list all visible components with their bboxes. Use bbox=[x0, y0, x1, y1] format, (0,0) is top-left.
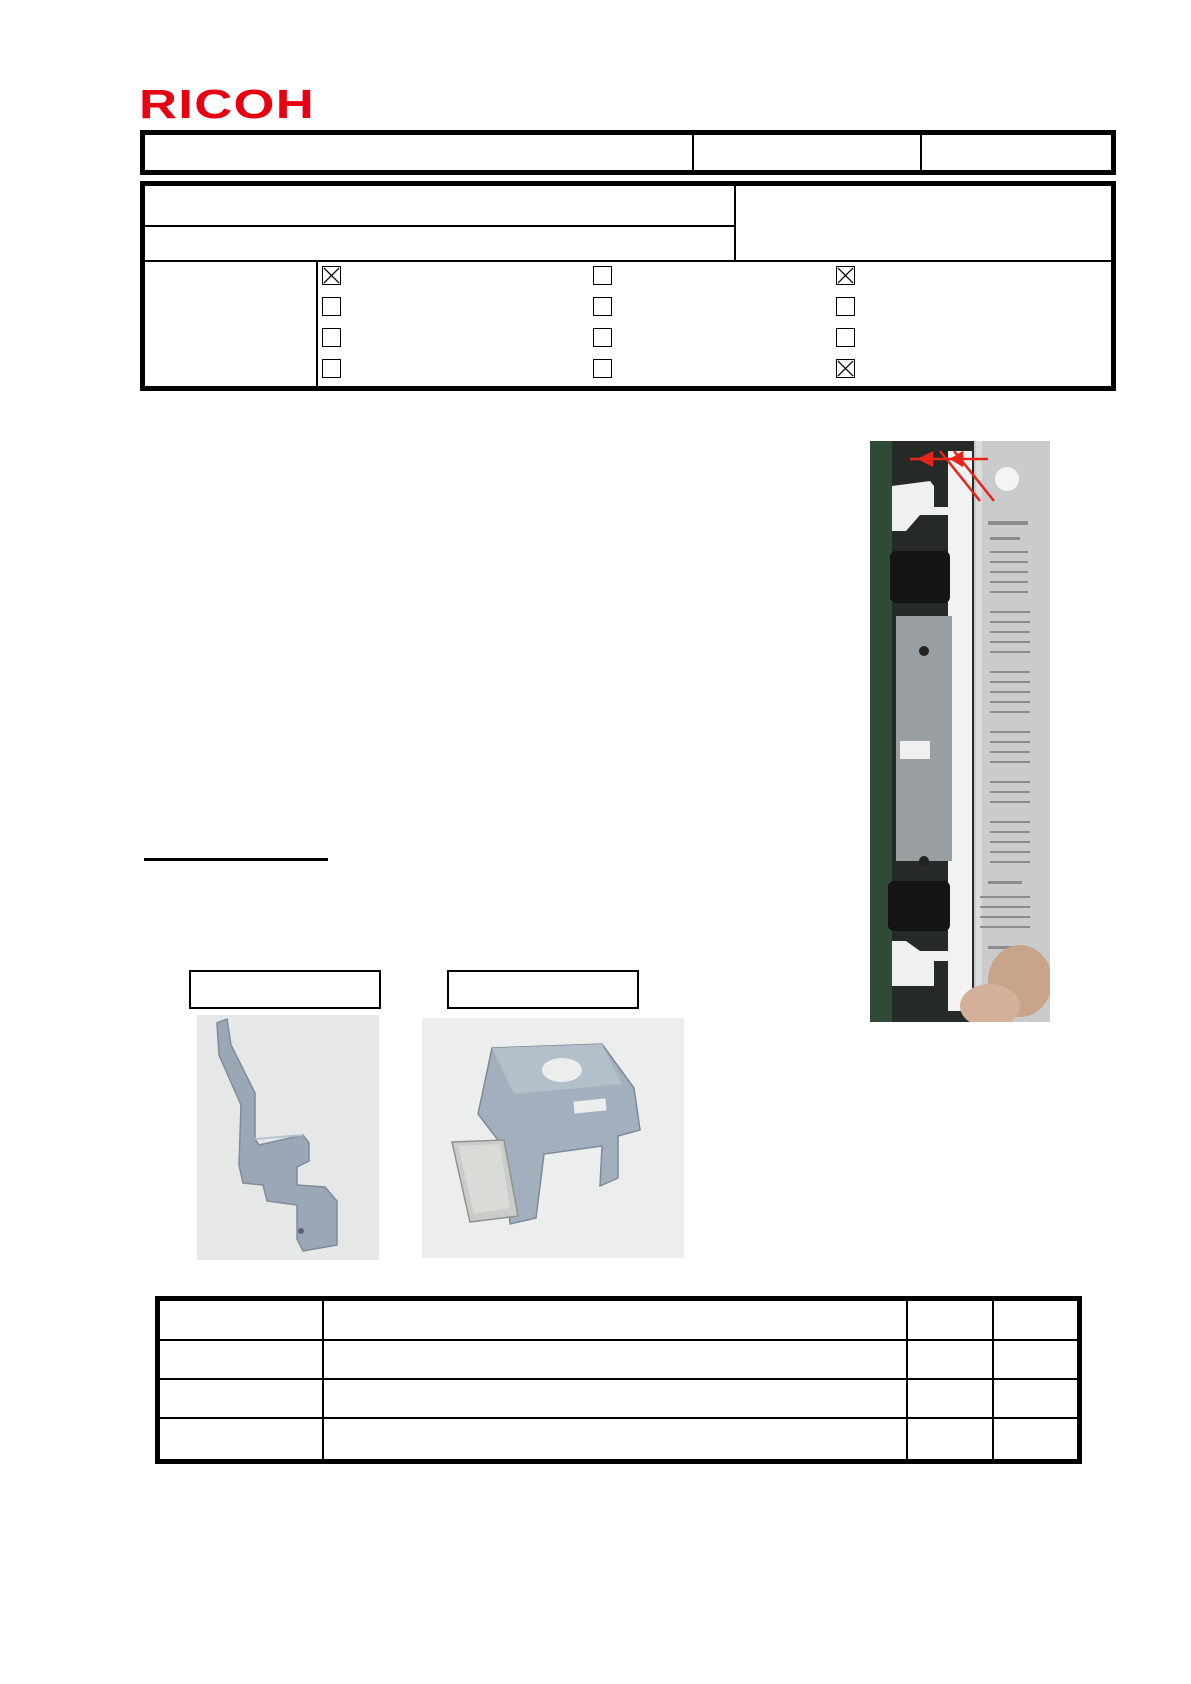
holder-part-photo-icon bbox=[422, 1018, 684, 1258]
classification-top-divider bbox=[145, 260, 1111, 262]
part-label-box-left bbox=[189, 970, 381, 1009]
part-photo-left bbox=[197, 1015, 379, 1260]
svg-text:RICOH: RICOH bbox=[139, 84, 315, 124]
part-label-box-right bbox=[447, 970, 639, 1009]
subject-row-divider bbox=[145, 225, 735, 227]
title-header-box bbox=[140, 130, 1116, 175]
title-divider-1 bbox=[692, 135, 694, 170]
parts-table-row-divider-1 bbox=[160, 1339, 1077, 1341]
section-heading-underline bbox=[144, 858, 328, 861]
parts-table-col-divider-2 bbox=[906, 1301, 908, 1459]
title-divider-2 bbox=[920, 135, 922, 170]
ricoh-logo bbox=[139, 84, 319, 124]
parts-table-col-divider-3 bbox=[992, 1301, 994, 1459]
ruler-measurement-photo-icon bbox=[870, 441, 1050, 1022]
ricoh-logo-mark bbox=[139, 84, 319, 124]
subject-column-divider bbox=[734, 186, 736, 262]
parts-table-row-divider-2 bbox=[160, 1378, 1077, 1380]
classification-label-divider bbox=[316, 261, 318, 391]
measurement-photo bbox=[870, 441, 1050, 1022]
parts-table-col-divider-1 bbox=[322, 1301, 324, 1459]
parts-table bbox=[155, 1296, 1082, 1464]
bracket-part-photo-icon bbox=[197, 1015, 379, 1260]
part-photo-right bbox=[422, 1018, 684, 1258]
subject-classification-box bbox=[140, 181, 1116, 391]
parts-table-row-divider-3 bbox=[160, 1417, 1077, 1419]
